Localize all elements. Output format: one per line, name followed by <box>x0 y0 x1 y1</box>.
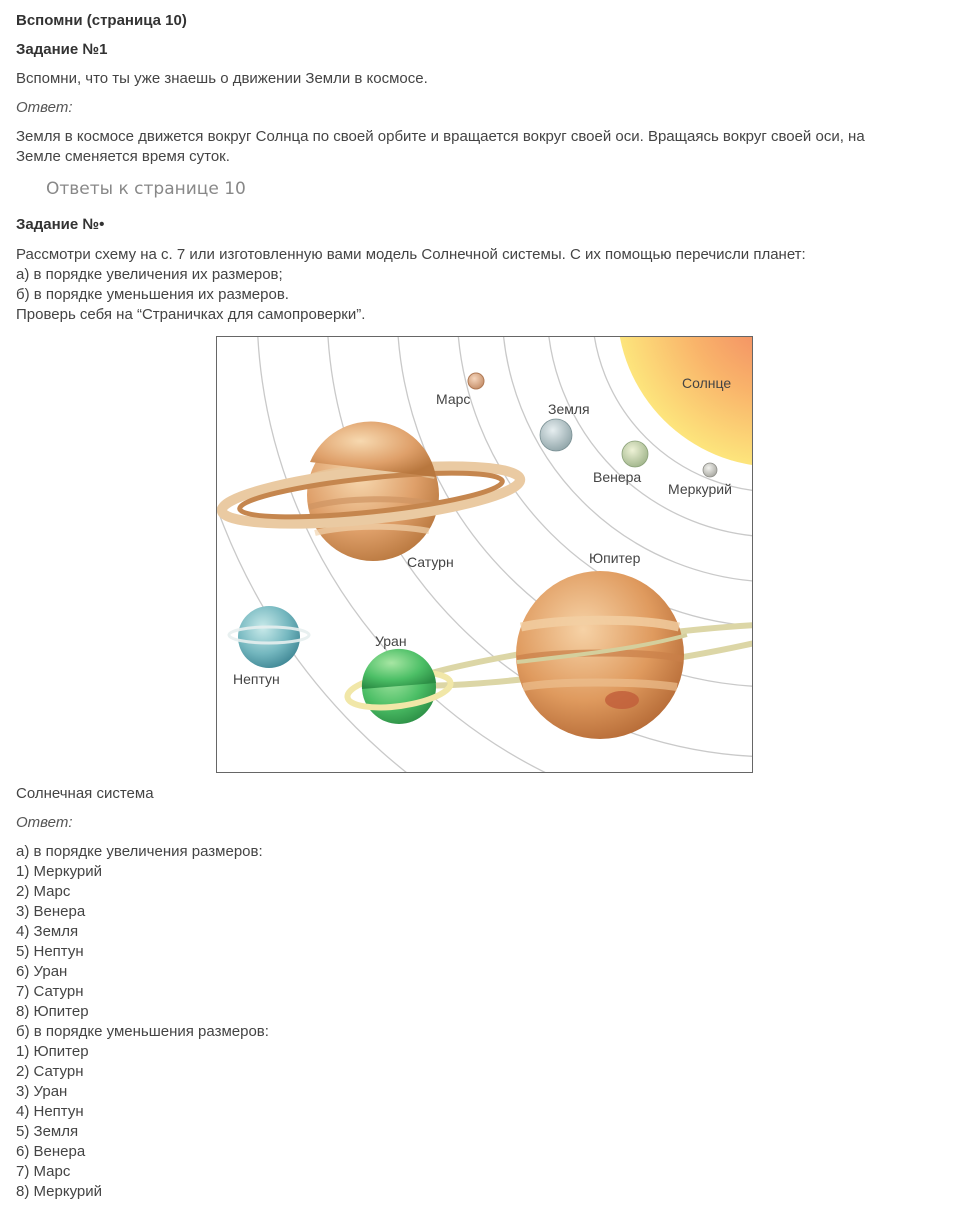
task2-line: Проверь себя на “Страничках для самопроверки”. <box>16 306 366 323</box>
label-uranus: Уран <box>375 633 407 649</box>
task2-line: Рассмотри схему на с. 7 или изготовленную вами модель Солнечной системы. С их помощью перечисли планет: <box>16 246 806 263</box>
task2-answer-label: Ответ: <box>16 814 73 831</box>
figure-caption: Солнечная система <box>16 785 154 802</box>
list-item: 4) Земля <box>16 923 79 940</box>
list-item: 7) Сатурн <box>16 983 84 1000</box>
label-saturn: Сатурн <box>407 554 454 570</box>
task2-heading: Задание №• <box>16 216 105 233</box>
list-item: 5) Нептун <box>16 943 84 960</box>
list-item: 4) Нептун <box>16 1103 84 1120</box>
list-item: 8) Меркурий <box>16 1183 103 1200</box>
page-title: Вспомни (страница 10) <box>16 12 187 29</box>
list-item: 2) Сатурн <box>16 1063 84 1080</box>
list-item: 6) Уран <box>16 963 68 980</box>
list-item: 3) Уран <box>16 1083 68 1100</box>
task1-answer-label: Ответ: <box>16 99 73 116</box>
solar-system-figure <box>216 336 753 773</box>
jupiter-shape <box>410 571 752 739</box>
list-item: 1) Юпитер <box>16 1043 89 1060</box>
label-jupiter: Юпитер <box>589 550 641 566</box>
list-item: 3) Венера <box>16 903 86 920</box>
label-earth: Земля <box>548 401 590 417</box>
earth-shape <box>540 419 572 451</box>
task1-heading: Задание №1 <box>16 41 108 58</box>
list-item: 8) Юпитер <box>16 1003 89 1020</box>
task1-answer-line2: Земле сменяется время суток. <box>16 148 230 165</box>
answers-subheading[interactable]: Ответы к странице 10 <box>46 179 246 199</box>
label-venus: Венера <box>593 469 642 485</box>
list-item: 2) Марс <box>16 883 71 900</box>
label-mars: Марс <box>436 391 471 407</box>
list-item: 5) Земля <box>16 1123 79 1140</box>
list-item: 1) Меркурий <box>16 863 103 880</box>
task1-answer-line1: Земля в космосе движется вокруг Солнца по своей орбите и вращается вокруг своей оси. Вращаясь вокруг своей оси, на <box>16 128 865 145</box>
venus-shape <box>622 441 648 467</box>
solar-system-illustration <box>217 337 752 772</box>
label-sun: Солнце <box>682 375 732 391</box>
mars-shape <box>468 373 484 389</box>
answer-b-heading: б) в порядке уменьшения размеров: <box>16 1023 269 1040</box>
task2-line: а) в порядке увеличения их размеров; <box>16 266 283 283</box>
task2-line: б) в порядке уменьшения их размеров. <box>16 286 289 303</box>
label-mercury: Меркурий <box>668 481 732 497</box>
answer-list <box>16 842 269 1202</box>
task1-question: Вспомни, что ты уже знаешь о движении Земли в космосе. <box>16 70 428 87</box>
list-item: 6) Венера <box>16 1143 86 1160</box>
label-neptune: Нептун <box>233 671 280 687</box>
answer-a-heading: а) в порядке увеличения размеров: <box>16 843 263 860</box>
mercury-shape <box>703 463 717 477</box>
list-item: 7) Марс <box>16 1163 71 1180</box>
